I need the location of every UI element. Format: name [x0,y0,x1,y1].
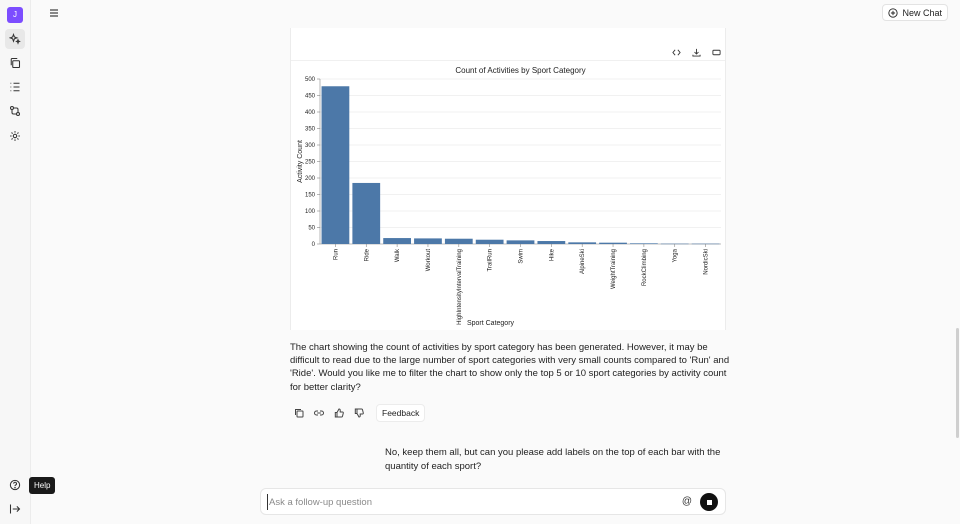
x-tick-label: WeightTraining [611,249,618,290]
x-tick-label: Walk [395,249,402,263]
response-actions [294,404,425,422]
y-tick-label: 50 [308,225,315,232]
y-tick-label: 350 [304,126,315,133]
x-tick-label: HighIntensityIntervalTraining [456,249,463,325]
avatar[interactable]: J [7,7,23,23]
y-tick-label: 200 [304,176,315,182]
link-icon[interactable] [314,408,325,419]
y-tick-label: 400 [304,110,315,116]
bar [568,242,596,244]
stop-icon [707,500,712,505]
collapse-sidebar-icon[interactable] [5,499,25,519]
new-chat-button[interactable] [882,4,948,21]
y-tick-label: 0 [311,242,315,248]
plus-circle-icon [888,8,898,18]
copy-pages-icon[interactable] [5,53,25,73]
sidebar [0,0,31,524]
bar [507,240,535,244]
y-tick-label: 300 [304,143,315,149]
hamburger-menu-icon[interactable] [47,6,61,20]
x-tick-label: Ride [364,249,371,262]
scrollbar[interactable] [956,328,959,438]
x-tick-label: TrailRun [487,249,494,272]
bar [383,238,411,244]
y-axis-label: Activity Count [297,140,304,183]
bar [599,243,627,244]
x-tick-label: NordicSki [703,249,710,275]
copy-icon[interactable] [294,408,305,419]
x-tick-label: Workout [425,249,432,272]
y-tick-label: 150 [304,192,315,199]
mention-button[interactable]: @ [681,496,692,507]
x-axis-label: Sport Category [466,320,515,327]
follow-up-input[interactable] [267,494,667,510]
sparkle-icon[interactable] [5,29,25,49]
chart-card [290,28,726,330]
bar [537,241,565,244]
help-tooltip: Help [29,477,55,494]
gear-icon[interactable] [5,126,25,146]
x-tick-label: AlpineSki [580,249,587,275]
list-icon[interactable] [5,77,25,97]
y-tick-label: 100 [304,209,315,215]
bar [352,183,380,244]
assistant-response: The chart showing the count of activities by sport category has been generated. However, it may be difficult to read due to the large number of sport categories with very small counts compared to 'Run' and 'Ride'. Would you like me to filter the chart to show only the top 5 or 10 sport categories by activity count for better clarity? [290,342,730,393]
bar [414,238,442,244]
y-tick-label: 250 [304,159,315,166]
x-tick-label: Hike [549,249,556,262]
chart-title: Count of Activities by Sport Category [455,66,586,75]
workflow-icon[interactable] [5,101,25,121]
thumbs-up-icon[interactable] [334,408,345,419]
bar [476,240,504,244]
bar [630,243,658,244]
thumbs-down-icon[interactable] [354,408,365,419]
help-icon[interactable] [5,475,25,495]
x-tick-label: Swim [518,249,525,264]
new-chat-label: New Chat [902,7,942,18]
feedback-button[interactable]: Feedback [376,404,425,422]
y-tick-label: 450 [304,93,315,100]
bar [445,239,473,244]
bar-chart [291,28,727,330]
x-tick-label: Yoga [672,249,679,263]
stop-button[interactable] [700,493,718,511]
user-message: No, keep them all, but can you please add labels on the top of each bar with the quantity of each sport? [385,447,721,472]
x-tick-label: RockClimbing [641,249,648,287]
follow-up-input-bar [260,488,726,515]
y-tick-label: 500 [304,77,315,83]
bar [322,86,350,244]
x-tick-label: Run [333,249,340,261]
